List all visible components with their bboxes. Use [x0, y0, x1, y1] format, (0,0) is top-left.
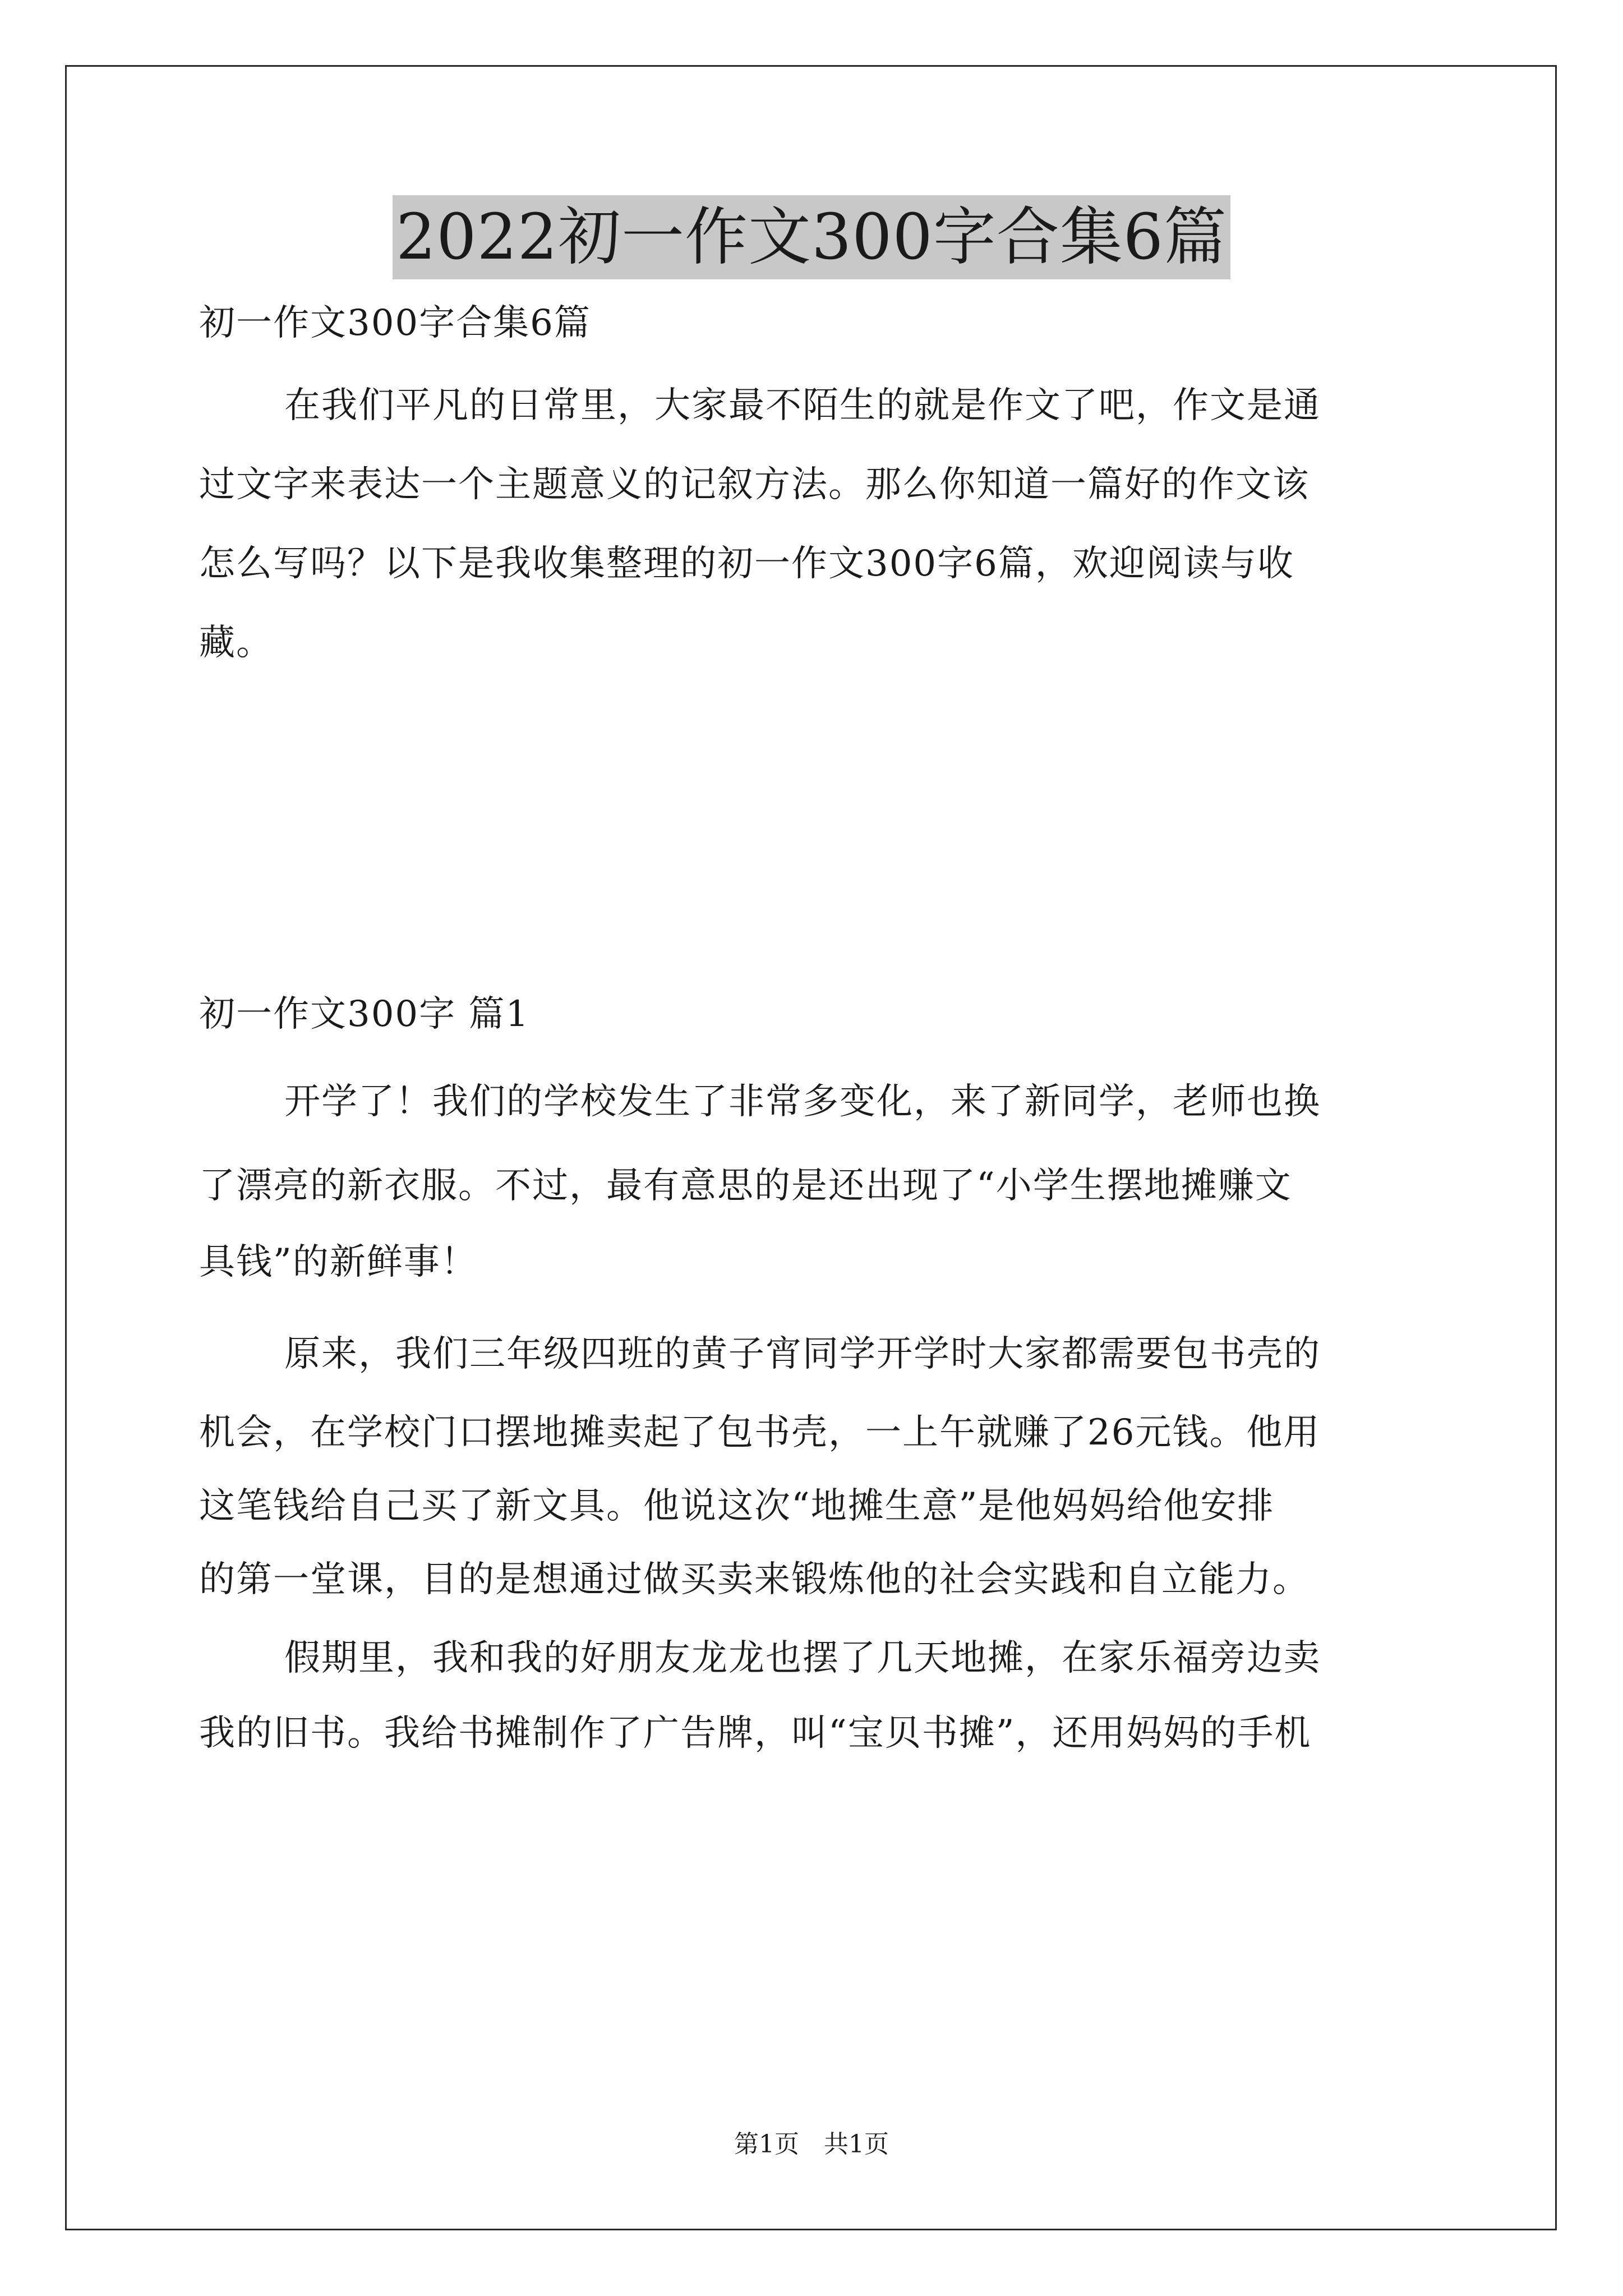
paragraph-line: 具钱”的新鲜事！ — [199, 1241, 478, 1283]
paragraph-line: 的第一堂课，目的是想通过做买卖来锻炼他的社会实践和自立能力。 — [199, 1559, 1310, 1600]
paragraph-line: 这笔钱给自己买了新文具。他说这次“地摊生意”是他妈妈给他安排 — [199, 1485, 1275, 1527]
intro-line: 过文字来表达一个主题意义的记叙方法。那么你知道一篇好的作文该 — [199, 464, 1310, 505]
document-subtitle: 初一作文300字合集6篇 — [199, 302, 591, 344]
paragraph-line: 我的旧书。我给书摊制作了广告牌，叫“宝贝书摊”，还用妈妈的手机 — [199, 1713, 1312, 1754]
paragraph-line: 开学了！我们的学校发生了非常多变化，来了新同学，老师也换 — [284, 1081, 1321, 1122]
paragraph-line: 假期里，我和我的好朋友龙龙也摆了几天地摊，在家乐福旁边卖 — [284, 1637, 1321, 1679]
paragraph-line: 原来，我们三年级四班的黄子宵同学开学时大家都需要包书壳的 — [284, 1333, 1321, 1375]
title-container — [0, 195, 1623, 279]
paragraph-line: 了漂亮的新衣服。不过，最有意思的是还出现了“小学生摆地摊赚文 — [199, 1165, 1292, 1207]
document-title: 2022初一作文300字合集6篇 — [393, 195, 1230, 279]
intro-line: 藏。 — [199, 622, 273, 664]
page-footer: 第1页 共1页 — [734, 2130, 889, 2159]
intro-line: 在我们平凡的日常里，大家最不陌生的就是作文了吧，作文是通 — [284, 385, 1321, 426]
intro-line: 怎么写吗？以下是我收集整理的初一作文300字6篇，欢迎阅读与收 — [199, 543, 1294, 585]
paragraph-line: 机会，在学校门口摆地摊卖起了包书壳，一上午就赚了26元钱。他用 — [199, 1412, 1321, 1453]
section-heading: 初一作文300字 篇1 — [199, 993, 530, 1035]
